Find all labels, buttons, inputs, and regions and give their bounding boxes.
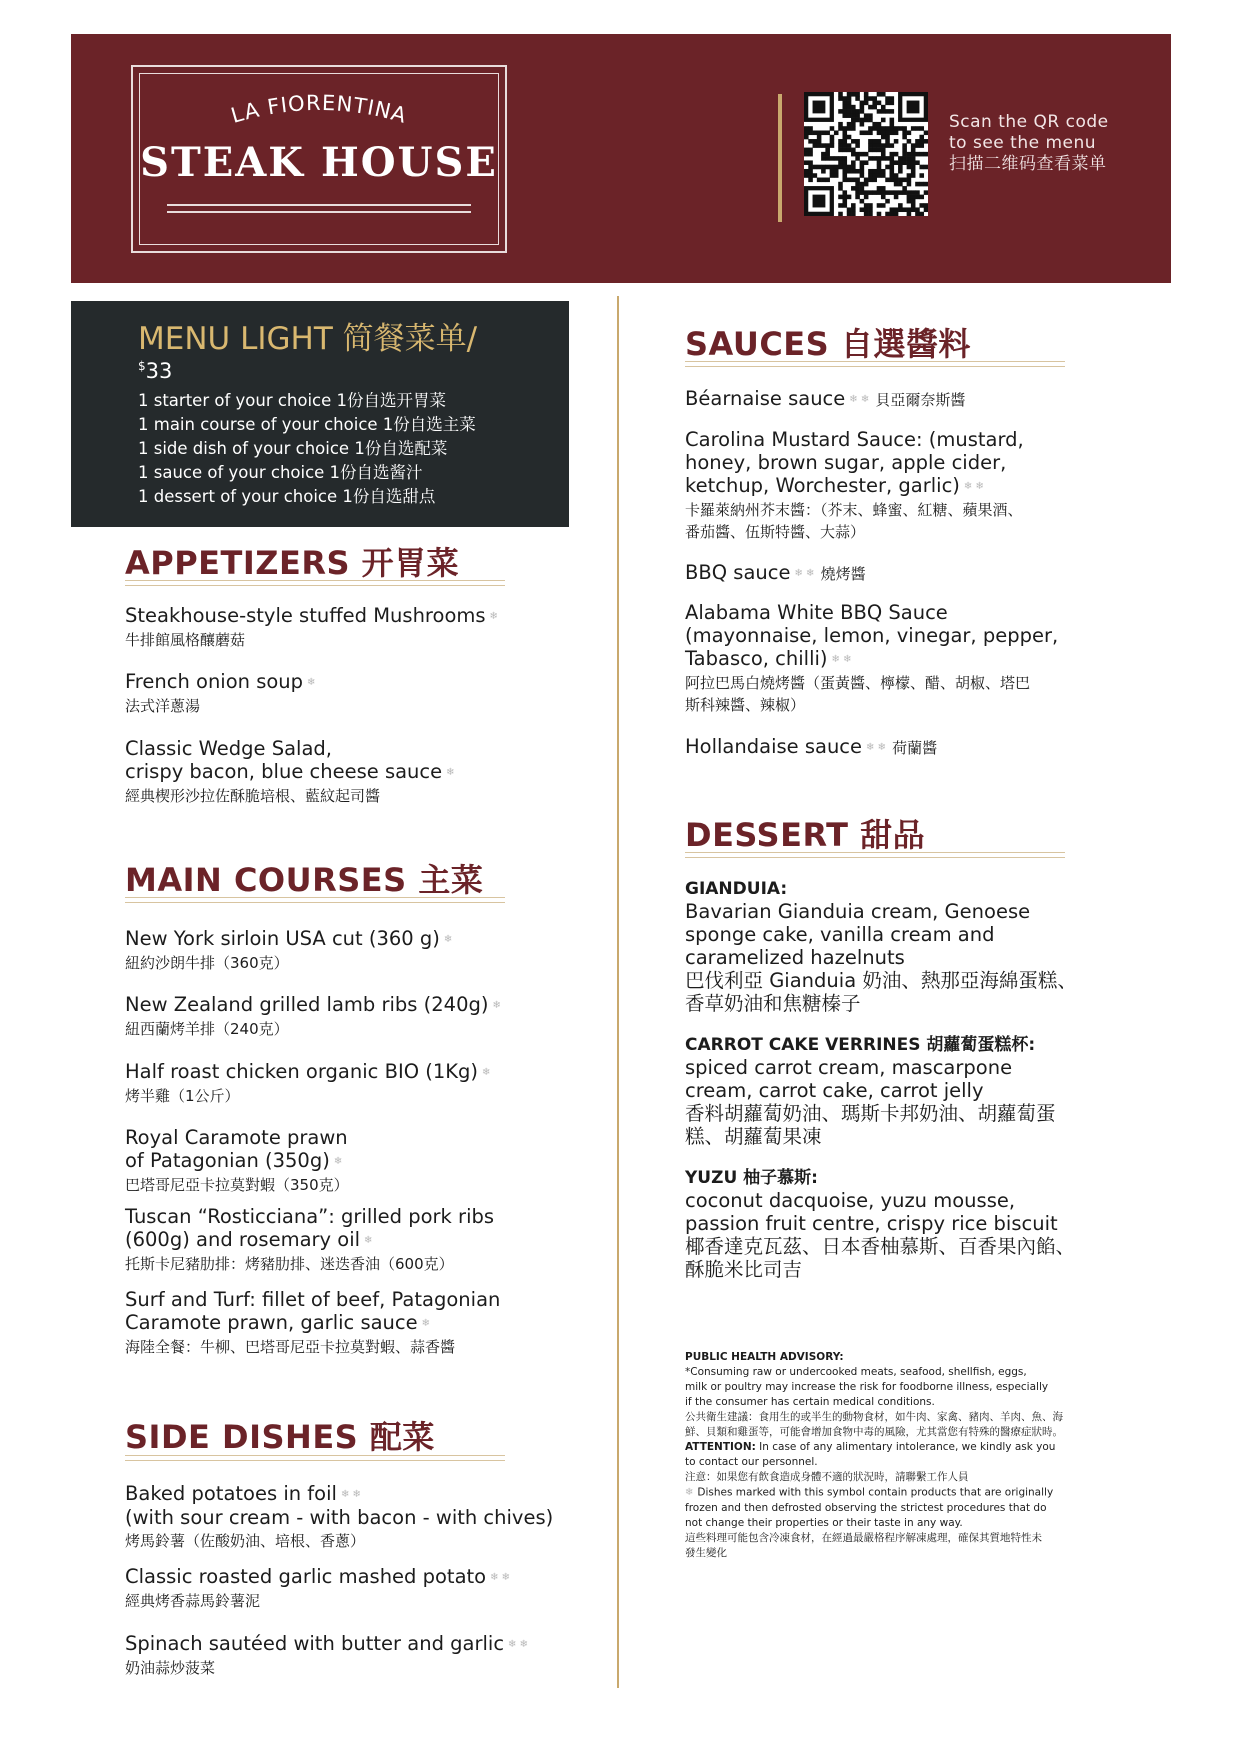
dessert-desc: 椰香達克瓦茲、日本香柚慕斯、百香果內餡、 bbox=[685, 1235, 1076, 1258]
dessert-name: GIANDUIA: bbox=[685, 879, 788, 899]
appetizers-title: APPETIZERS 开胃菜 bbox=[125, 544, 460, 582]
qr-caption bbox=[949, 112, 1109, 175]
menu-item bbox=[125, 1632, 528, 1678]
list-item: 1 main course of your choice 1份自选主菜 bbox=[138, 415, 476, 434]
frozen-symbol-icon: ❄ bbox=[685, 1487, 694, 1498]
frozen-symbol-icon: ❄ bbox=[492, 1000, 501, 1011]
advisory-line: 注意：如果您有飲食造成身體不適的狀況時，請聯繫工作人員 bbox=[685, 1471, 969, 1483]
item-name: French onion soup bbox=[125, 670, 304, 693]
section-rule bbox=[125, 897, 505, 903]
item-name: BBQ sauce bbox=[685, 561, 791, 584]
dessert-title: DESSERT 甜品 bbox=[685, 816, 926, 854]
frozen-symbol-icon: ❄ bbox=[482, 1067, 491, 1078]
advisory-title: PUBLIC HEALTH ADVISORY: bbox=[685, 1351, 844, 1363]
list-item: 1 dessert of your choice 1份自选甜点 bbox=[138, 487, 436, 506]
dessert-desc: caramelized hazelnuts bbox=[685, 946, 905, 969]
item-name: Alabama White BBQ Sauce bbox=[685, 601, 948, 624]
item-name-zh: 巴塔哥尼亞卡拉莫對蝦（350克） bbox=[125, 1176, 349, 1194]
column-divider bbox=[617, 296, 619, 1688]
item-name: Classic roasted garlic mashed potato bbox=[125, 1565, 487, 1588]
item-name-zh: 卡羅萊納州芥末醬：（芥末、蜂蜜、紅糖、蘋果酒、 bbox=[685, 501, 1023, 519]
list-item: 1 side dish of your choice 1份自选配菜 bbox=[138, 439, 448, 458]
svg-text:LA FIORENTINA bbox=[228, 91, 409, 128]
dessert-name: YUZU 柚子慕斯: bbox=[685, 1168, 818, 1188]
item-name-zh: 托斯卡尼豬肋排：烤豬肋排、迷迭香油（600克） bbox=[125, 1255, 454, 1273]
item-name-zh: 經典烤香蒜馬鈴薯泥 bbox=[125, 1592, 261, 1610]
item-name-zh: 荷蘭醬 bbox=[892, 739, 938, 757]
list-item: 1 starter of your choice 1份自选开胃菜 bbox=[138, 391, 447, 410]
advisory-line: 這些料理可能包含冷凍食材，在經過最嚴格程序解凍處理，確保其質地特性未 bbox=[685, 1531, 1042, 1544]
advisory-line: if the consumer has certain medical conditions. bbox=[685, 1396, 935, 1408]
header-banner bbox=[71, 34, 1171, 283]
item-name: Classic Wedge Salad, bbox=[125, 737, 332, 760]
dessert-item bbox=[685, 878, 1077, 1015]
qr-caption-line: to see the menu bbox=[949, 133, 1097, 153]
menu-light-title: MENU LIGHT 简餐菜单/ bbox=[138, 321, 478, 357]
item-name-zh: 紐西蘭烤羊排（240克） bbox=[125, 1020, 289, 1038]
menu-item bbox=[685, 387, 965, 412]
frozen-symbol-icon: ❄ ❄ bbox=[340, 1489, 361, 1500]
frozen-symbol-icon: ❄ bbox=[446, 767, 455, 778]
frozen-symbol-icon: ❄ ❄ bbox=[831, 654, 852, 665]
dessert-desc: cream, carrot cake, carrot jelly bbox=[685, 1079, 984, 1102]
frozen-symbol-icon: ❄ bbox=[364, 1235, 373, 1246]
advisory-line: Dishes marked with this symbol contain products that are originally bbox=[697, 1486, 1054, 1499]
menu-item bbox=[125, 1126, 349, 1195]
item-name: Surf and Turf: fillet of beef, Patagonian bbox=[125, 1288, 501, 1311]
attention-label: ATTENTION: bbox=[685, 1441, 756, 1453]
advisory-line: In case of any alimentary intolerance, we kindly ask you bbox=[755, 1441, 1056, 1453]
item-name: Spinach sautéed with butter and garlic bbox=[125, 1632, 505, 1655]
side-dishes-title: SIDE DISHES 配菜 bbox=[125, 1418, 435, 1456]
item-name: (with sour cream - with bacon - with chives) bbox=[125, 1506, 554, 1529]
advisory-line: 鮮、貝類和雞蛋等，可能會增加食物中毒的風險，尤其當您有特殊的醫療症狀時。 bbox=[685, 1426, 1063, 1438]
frozen-symbol-icon: ❄ bbox=[421, 1318, 431, 1329]
menu-light-price bbox=[138, 359, 172, 383]
frozen-symbol-icon: ❄ ❄ bbox=[508, 1639, 528, 1650]
frozen-symbol-icon: ❄ ❄ bbox=[849, 394, 870, 405]
section-rule bbox=[125, 580, 505, 586]
dessert-desc: Bavarian Gianduia cream, Genoese bbox=[685, 900, 1031, 923]
logo-main-text: STEAK HOUSE bbox=[140, 139, 498, 186]
menu-item bbox=[125, 993, 501, 1039]
item-name: Carolina Mustard Sauce: (mustard, bbox=[685, 428, 1024, 451]
section-rule bbox=[685, 852, 1065, 858]
menu-item bbox=[125, 927, 452, 973]
price-value: 33 bbox=[145, 359, 173, 383]
advisory-line: to contact our personnel. bbox=[685, 1456, 818, 1468]
frozen-symbol-icon: ❄ ❄ bbox=[866, 742, 886, 753]
logo-rule bbox=[167, 204, 471, 206]
item-name: honey, brown sugar, apple cider, bbox=[685, 451, 1007, 474]
item-name: crispy bacon, blue cheese sauce bbox=[125, 760, 443, 783]
dessert-desc: coconut dacquoise, yuzu mousse, bbox=[685, 1189, 1016, 1212]
item-name-zh: 番茄醬、伍斯特醬、大蒜） bbox=[685, 523, 866, 541]
dessert-desc: 糕、胡蘿蔔果凍 bbox=[685, 1125, 822, 1148]
item-name-zh: 奶油蒜炒菠菜 bbox=[125, 1659, 216, 1677]
advisory-line: 公共衛生建議：食用生的或半生的動物食材，如牛肉、家禽、豬肉、羊肉、魚、海 bbox=[685, 1411, 1063, 1423]
header-divider bbox=[778, 94, 782, 222]
menu-item bbox=[125, 670, 315, 716]
item-name-zh: 海陸全餐：牛柳、巴塔哥尼亞卡拉莫對蝦、蒜香醬 bbox=[125, 1338, 456, 1356]
frozen-symbol-icon: ❄ bbox=[307, 677, 316, 688]
item-name: Caramote prawn, garlic sauce bbox=[125, 1311, 418, 1334]
menu-item bbox=[685, 601, 1058, 715]
menu-item bbox=[125, 604, 498, 650]
advisory-line: 發生變化 bbox=[685, 1546, 727, 1559]
item-name: Baked potatoes in foil bbox=[125, 1482, 337, 1505]
frozen-symbol-icon: ❄ bbox=[489, 611, 498, 622]
item-name: (600g) and rosemary oil bbox=[125, 1228, 361, 1251]
item-name-zh: 烤半雞（1公斤） bbox=[125, 1087, 240, 1105]
advisory-line: milk or poultry may increase the risk for foodborne illness, especially bbox=[685, 1381, 1049, 1393]
dessert-desc: 香草奶油和焦糖榛子 bbox=[685, 992, 861, 1015]
frozen-symbol-icon: ❄ ❄ bbox=[963, 481, 984, 492]
qr-code-icon[interactable] bbox=[804, 92, 928, 216]
section-rule bbox=[685, 361, 1065, 367]
dessert-desc: spiced carrot cream, mascarpone bbox=[685, 1056, 1013, 1079]
item-name-zh: 斯科辣醬、辣椒） bbox=[685, 696, 806, 714]
menu-item bbox=[125, 1060, 490, 1106]
section-rule bbox=[125, 1455, 505, 1461]
menu-light-box bbox=[71, 301, 569, 527]
menu-item bbox=[685, 561, 866, 586]
main-courses-title: MAIN COURSES 主菜 bbox=[125, 861, 484, 899]
logo-rule bbox=[167, 211, 471, 213]
item-name: Béarnaise sauce bbox=[685, 387, 846, 410]
dessert-desc: passion fruit centre, crispy rice biscuit bbox=[685, 1212, 1058, 1235]
item-name: (mayonnaise, lemon, vinegar, pepper, bbox=[685, 624, 1059, 647]
item-name-zh: 烤馬鈴薯（佐酸奶油、培根、香蔥） bbox=[125, 1532, 366, 1550]
menu-light-list bbox=[138, 389, 476, 509]
item-name-zh: 貝亞爾奈斯醬 bbox=[875, 391, 966, 409]
item-name-zh: 牛排館風格釀蘑菇 bbox=[125, 631, 246, 649]
menu-item bbox=[125, 737, 455, 806]
item-name: ketchup, Worchester, garlic) bbox=[685, 474, 960, 497]
menu-item bbox=[685, 735, 937, 760]
item-name-zh: 法式洋蔥湯 bbox=[125, 697, 201, 715]
item-name-zh: 燒烤醬 bbox=[820, 565, 866, 583]
dessert-desc: sponge cake, vanilla cream and bbox=[685, 923, 995, 946]
frozen-symbol-icon: ❄ ❄ bbox=[490, 1572, 511, 1583]
advisory-line: *Consuming raw or undercooked meats, seafood, shellfish, eggs, bbox=[685, 1366, 1027, 1378]
menu-item bbox=[125, 1288, 500, 1357]
item-name-zh: 阿拉巴馬白燒烤醬（蛋黃醬、檸檬、醋、胡椒、塔巴 bbox=[685, 674, 1031, 692]
dessert-item bbox=[685, 1167, 1075, 1281]
frozen-symbol-icon: ❄ ❄ bbox=[794, 568, 815, 579]
item-name: of Patagonian (350g) bbox=[125, 1149, 330, 1172]
dessert-item bbox=[685, 1034, 1056, 1148]
item-name: Tuscan “Rosticciana”: grilled pork ribs bbox=[125, 1205, 495, 1228]
logo bbox=[131, 65, 507, 253]
dessert-desc: 香料胡蘿蔔奶油、瑪斯卡邦奶油、胡蘿蔔蛋 bbox=[685, 1102, 1056, 1125]
advisory-line: frozen and then defrosted observing the strictest procedures that do bbox=[685, 1501, 1047, 1514]
item-name: New Zealand grilled lamb ribs (240g) bbox=[125, 993, 489, 1016]
logo-top-text: LA FIORENTINA bbox=[228, 90, 410, 128]
frozen-symbol-icon: ❄ bbox=[443, 934, 453, 945]
public-health-advisory bbox=[685, 1350, 1065, 1561]
frozen-symbol-icon: ❄ bbox=[333, 1156, 343, 1167]
price-symbol: $ bbox=[138, 359, 146, 373]
item-name: Tabasco, chilli) bbox=[685, 647, 828, 670]
item-name: New York sirloin USA cut (360 g) bbox=[125, 927, 440, 950]
item-name: Half roast chicken organic BIO (1Kg) bbox=[125, 1060, 479, 1083]
menu-item bbox=[125, 1205, 494, 1274]
advisory-line: not change their properties or their taste in any way. bbox=[685, 1516, 963, 1529]
list-item: 1 sauce of your choice 1份自选酱汁 bbox=[138, 463, 423, 482]
item-name: Steakhouse-style stuffed Mushrooms bbox=[125, 604, 486, 627]
dessert-desc: 巴伐利亞 Gianduia 奶油、熱那亞海綿蛋糕、 bbox=[685, 969, 1077, 992]
qr-caption-line: Scan the QR code bbox=[949, 112, 1109, 132]
item-name-zh: 紐約沙朗牛排（360克） bbox=[125, 954, 289, 972]
menu-item bbox=[125, 1482, 553, 1551]
item-name-zh: 經典楔形沙拉佐酥脆培根、藍紋起司醬 bbox=[125, 787, 381, 805]
dessert-desc: 酥脆米比司吉 bbox=[685, 1258, 803, 1281]
dessert-name: CARROT CAKE VERRINES 胡蘿蔔蛋糕杯: bbox=[685, 1035, 1036, 1055]
menu-item bbox=[685, 428, 1024, 542]
menu-item bbox=[125, 1565, 510, 1611]
sauces-title: SAUCES 自選醬料 bbox=[685, 325, 971, 363]
qr-caption-line: 扫描二维码查看菜单 bbox=[949, 154, 1107, 174]
item-name: Hollandaise sauce bbox=[685, 735, 863, 758]
item-name: Royal Caramote prawn bbox=[125, 1126, 348, 1149]
